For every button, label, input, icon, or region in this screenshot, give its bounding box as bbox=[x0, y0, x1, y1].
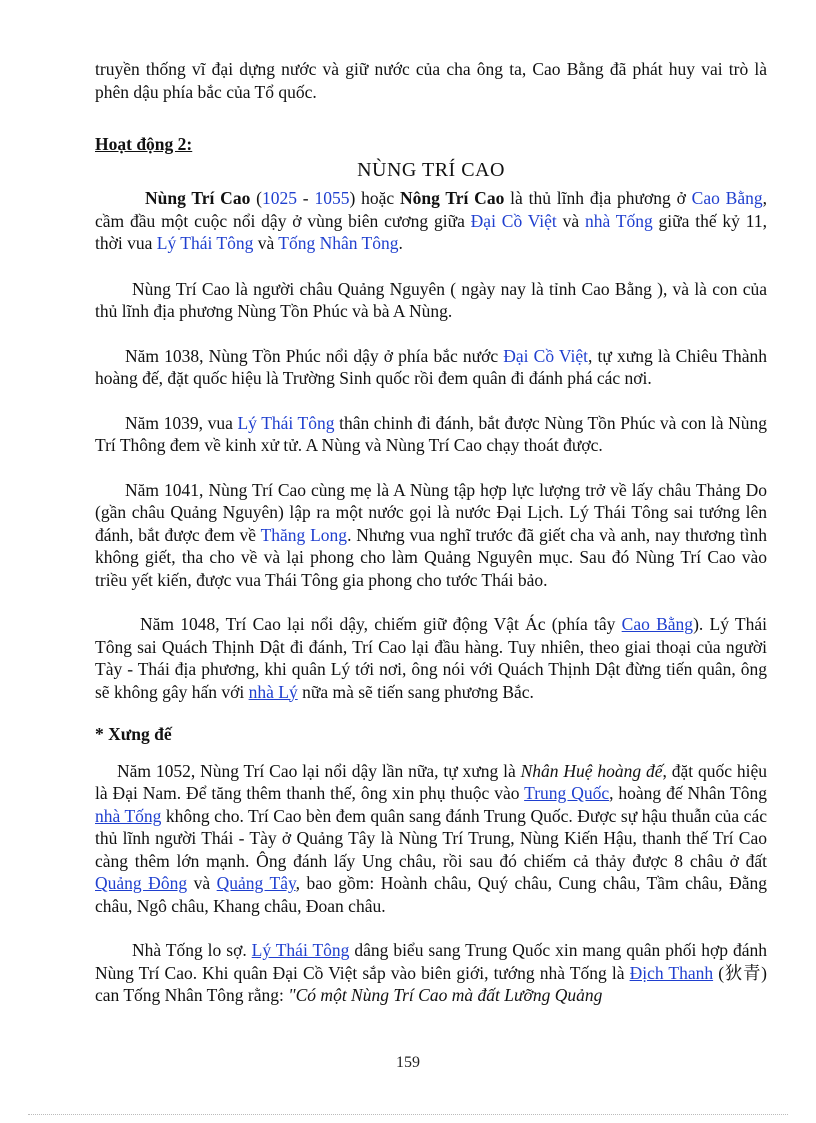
text: - bbox=[296, 188, 315, 208]
paragraph-1039 bbox=[95, 412, 767, 457]
text: là thủ lĩnh địa phương ở bbox=[504, 188, 692, 208]
emphasis-title: Nhân Huệ hoàng đế bbox=[520, 760, 663, 781]
name-bold: Nùng Trí Cao bbox=[145, 188, 251, 208]
text: , hoàng đế Nhân Tông bbox=[609, 783, 767, 803]
page-number: 159 bbox=[396, 1054, 420, 1071]
link-dich-thanh[interactable]: Địch Thanh bbox=[629, 962, 714, 983]
text: , đặt quốc hiệu là Đại Nam. Để tăng thêm thanh thế, ông xin phụ thuộc vào bbox=[95, 760, 767, 803]
paragraph-1041 bbox=[95, 479, 767, 592]
text: Năm 1039, vua bbox=[125, 412, 238, 433]
alt-name-bold: Nông Trí Cao bbox=[399, 188, 505, 208]
text: và bbox=[253, 233, 279, 253]
text: không cho. Trí Cao bèn đem quân sang đánh Trung Quốc. Được sự hậu thuẫn của các thủ lĩnh người Thái - Tày ở Quảng Tây là Nùng Trí Trung, Nùng Kiến Hậu, thanh thế Trí Cao càng thêm lớn mạnh. Ông đánh lấy Ung châu, rồi sau đó chiếm cả thảy được 8 châu ở đất bbox=[95, 805, 767, 871]
text: ) hoặc bbox=[349, 188, 400, 208]
text: , bao gồm: Hoành châu, Quý châu, Cung châu, Tầm châu, Đằng châu, Ngô châu, Khang châu, Đoan châu. bbox=[95, 873, 767, 916]
text: ). Lý Thái Tông sai Quách Thịnh Dật đi đánh, Trí Cao lại đầu hàng. Tuy nhiên, theo giai thoại của người Tày - Thái địa phương, khi quân Lý tới nơi, ông nói với Quách Thịnh Dật đừng tiến quân, ông sẽ không gây hấn với bbox=[95, 614, 767, 702]
document-page bbox=[95, 58, 767, 1007]
paragraph-1038 bbox=[95, 345, 767, 390]
link-nha-tong[interactable]: nhà Tống bbox=[95, 805, 162, 826]
link-quang-tay[interactable]: Quảng Tây bbox=[216, 873, 296, 893]
text: Năm 1041, Nùng Trí Cao cùng mẹ là A Nùng tập hợp lực lượng trở về lấy châu Thảng Do (gần châu Quảng Nguyên) lập ra một nước gọi là nước Đại Lịch. Lý Thái Tông sai tướng lên đánh, bắt được đem về bbox=[95, 479, 767, 545]
paragraph-origin: Nùng Trí Cao là người châu Quảng Nguyên ( ngày nay là tỉnh Cao Bằng ), và là con của thủ lĩnh địa phương Nùng Tồn Phúc và bà A Nùng. bbox=[95, 278, 767, 321]
link-thang-long[interactable]: Thăng Long bbox=[260, 524, 348, 545]
link-ly-thai-tong[interactable]: Lý Thái Tông bbox=[251, 940, 350, 960]
text: . Nhưng vua nghĩ trước đã giết cha và anh, nay thương tình không giết, tha cho về và lại phong cho làm Quảng Nguyên mục. Sau đó Nùng Trí Cao vào triều yết kiến, được vua Thái Tông gia phong cho tước Thái bảo. bbox=[95, 524, 768, 590]
text: Nhà Tống lo sợ. bbox=[132, 940, 252, 960]
link-nha-ly[interactable]: nhà Lý bbox=[248, 681, 298, 702]
text: Năm 1052, Nùng Trí Cao lại nổi dậy lần nữa, tự xưng là bbox=[117, 760, 521, 781]
link-trung-quoc[interactable]: Trung Quốc bbox=[524, 783, 610, 803]
link-nha-tong[interactable]: nhà Tống bbox=[584, 210, 653, 231]
paragraph-intro-continuation: truyền thống vĩ đại dựng nước và giữ nước của cha ông ta, Cao Bằng đã phát huy vai trò là phên dậu phía bắc của Tổ quốc. bbox=[95, 59, 767, 102]
activity-heading: Hoạt động 2: bbox=[95, 134, 193, 154]
link-ly-thai-tong[interactable]: Lý Thái Tông bbox=[156, 233, 254, 253]
text: ( bbox=[250, 188, 262, 208]
link-quang-dong[interactable]: Quảng Đông bbox=[95, 873, 188, 893]
text: , tự xưng là Chiêu Thành hoàng đế, đặt quốc hiệu là Trường Sinh quốc rồi đem quân đi đánh phá các nơi. bbox=[95, 345, 768, 388]
text: , cầm đầu một cuộc nổi dậy ở vùng biên cương giữa bbox=[95, 188, 767, 231]
paragraph-1052 bbox=[95, 760, 767, 918]
text: nữa mà sẽ tiến sang phương Bắc. bbox=[297, 681, 534, 702]
article-title: NÙNG TRÍ CAO bbox=[357, 158, 505, 181]
text: . bbox=[398, 233, 403, 253]
link-dai-co-viet[interactable]: Đại Cồ Việt bbox=[470, 210, 557, 231]
text: thân chinh đi đánh, bắt được Nùng Tồn Phúc và con là Nùng Trí Thông đem về kinh xử tử. A Nùng và Nùng Trí Cao chạy thoát được. bbox=[95, 412, 767, 455]
link-1025[interactable]: 1025 bbox=[261, 188, 297, 208]
section-heading: * Xưng đế bbox=[95, 724, 172, 744]
emphasis-quote: "Có một Nùng Trí Cao mà đất Lưỡng Quảng bbox=[288, 985, 603, 1005]
text: Năm 1038, Nùng Tồn Phúc nổi dậy ở phía bắc nước bbox=[125, 345, 504, 366]
text: và bbox=[187, 873, 217, 893]
page-bottom-divider bbox=[28, 1114, 788, 1115]
link-cao-bang[interactable]: Cao Bằng bbox=[691, 188, 763, 208]
link-dai-co-viet[interactable]: Đại Cồ Việt bbox=[503, 345, 589, 366]
paragraph-intro bbox=[95, 187, 767, 255]
paragraph-1048 bbox=[95, 613, 767, 703]
link-tong-nhan-tong[interactable]: Tống Nhân Tông bbox=[278, 233, 399, 253]
text: Năm 1048, Trí Cao lại nổi dậy, chiếm giữ động Vật Ác (phía tây bbox=[140, 614, 622, 634]
paragraph-tong-fear bbox=[95, 939, 767, 1007]
text: và bbox=[556, 210, 585, 231]
link-ly-thai-tong[interactable]: Lý Thái Tông bbox=[237, 412, 335, 433]
link-cao-bang[interactable]: Cao Bằng bbox=[621, 614, 694, 634]
text: dâng biểu sang Trung Quốc xin mang quân phối hợp đánh Nùng Trí Cao. Khi quân Đại Cồ Việt sắp vào biên giới, tướng nhà Tống là bbox=[95, 940, 767, 983]
text: (狄青) can Tống Nhân Tông rằng: bbox=[95, 962, 767, 1005]
text: giữa thế kỷ 11, thời vua bbox=[95, 210, 767, 253]
link-1055[interactable]: 1055 bbox=[314, 188, 350, 208]
